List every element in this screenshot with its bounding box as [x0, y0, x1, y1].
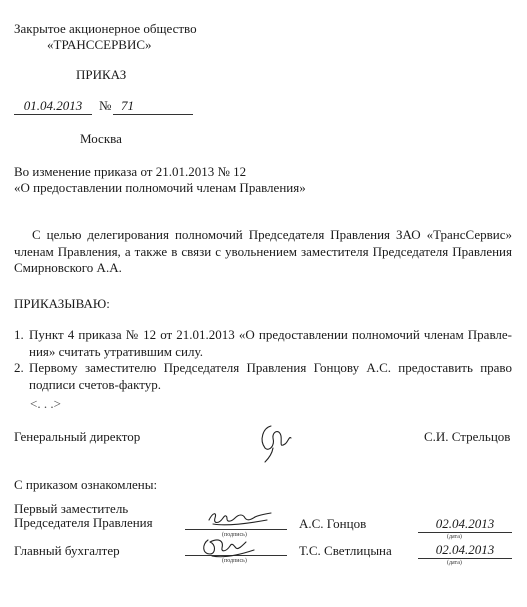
person2-name: Т.С. Светлицына [299, 543, 392, 558]
person1-signature [205, 506, 275, 530]
order-date [14, 98, 92, 115]
person2-title: Главный бухгалтер [14, 543, 120, 558]
order-number-value: 71 [121, 98, 134, 113]
number-sign: № [99, 98, 112, 113]
document-type: ПРИКАЗ [76, 67, 127, 82]
order-date-value: 01.04.2013 [23, 98, 83, 113]
person2-date-caption: (дата) [447, 560, 462, 566]
director-signature [255, 418, 295, 464]
person1-sign-caption: (подпись) [222, 532, 247, 538]
person1-title-line1: Первый заместитель [14, 501, 129, 516]
city: Москва [80, 131, 122, 146]
order-item-1 [14, 327, 512, 360]
person1-date-value: 02.04.2013 [435, 516, 495, 531]
order-item-number: 2. [14, 360, 24, 375]
acquainted-heading: С приказом ознакомлены: [14, 477, 158, 492]
company-name-line1: Закрытое акционерное общество [14, 21, 197, 36]
person2-date [418, 542, 512, 559]
order-item-line2: подписи счетов-фактур. [29, 376, 161, 392]
order-item-number: 1. [14, 327, 24, 342]
order-number [113, 98, 193, 115]
order-item-line1: Пункт 4 приказа № 12 от 21.01.2013 «О предоставлении полномочий членам Правле- [29, 327, 512, 342]
person2-sign-caption: (подпись) [222, 558, 247, 564]
director-name: С.И. Стрельцов [424, 429, 511, 444]
person2-date-value: 02.04.2013 [435, 542, 495, 557]
omission-mark: <. . .> [30, 396, 61, 411]
preamble-paragraph: С целью делегирования полномочий Председателя Правления ЗАО «ТрансСервис» членам Правления, а также в связи с увольнением заместителя Председателя Правления Смирновского А.А. [14, 227, 512, 275]
order-word: ПРИКАЗЫВАЮ: [14, 296, 110, 311]
subject-line2: «О предоставлении полномочий членам Правления» [14, 180, 306, 195]
order-item-line1: Первому заместителю Председателя Правления Гонцову А.С. предоставить право [29, 360, 512, 375]
person1-name: А.С. Гонцов [299, 516, 367, 531]
person1-date [418, 516, 512, 533]
order-item-line2: ния» считать утратившим силу. [29, 343, 203, 359]
person1-date-caption: (дата) [447, 534, 462, 540]
company-name-line2: «ТРАНССЕРВИС» [47, 37, 152, 52]
director-title: Генеральный директор [14, 429, 141, 444]
subject-line1: Во изменение приказа от 21.01.2013 № 12 [14, 164, 247, 179]
order-item-2 [14, 360, 512, 393]
person1-title-line2: Председателя Правления [14, 515, 153, 530]
